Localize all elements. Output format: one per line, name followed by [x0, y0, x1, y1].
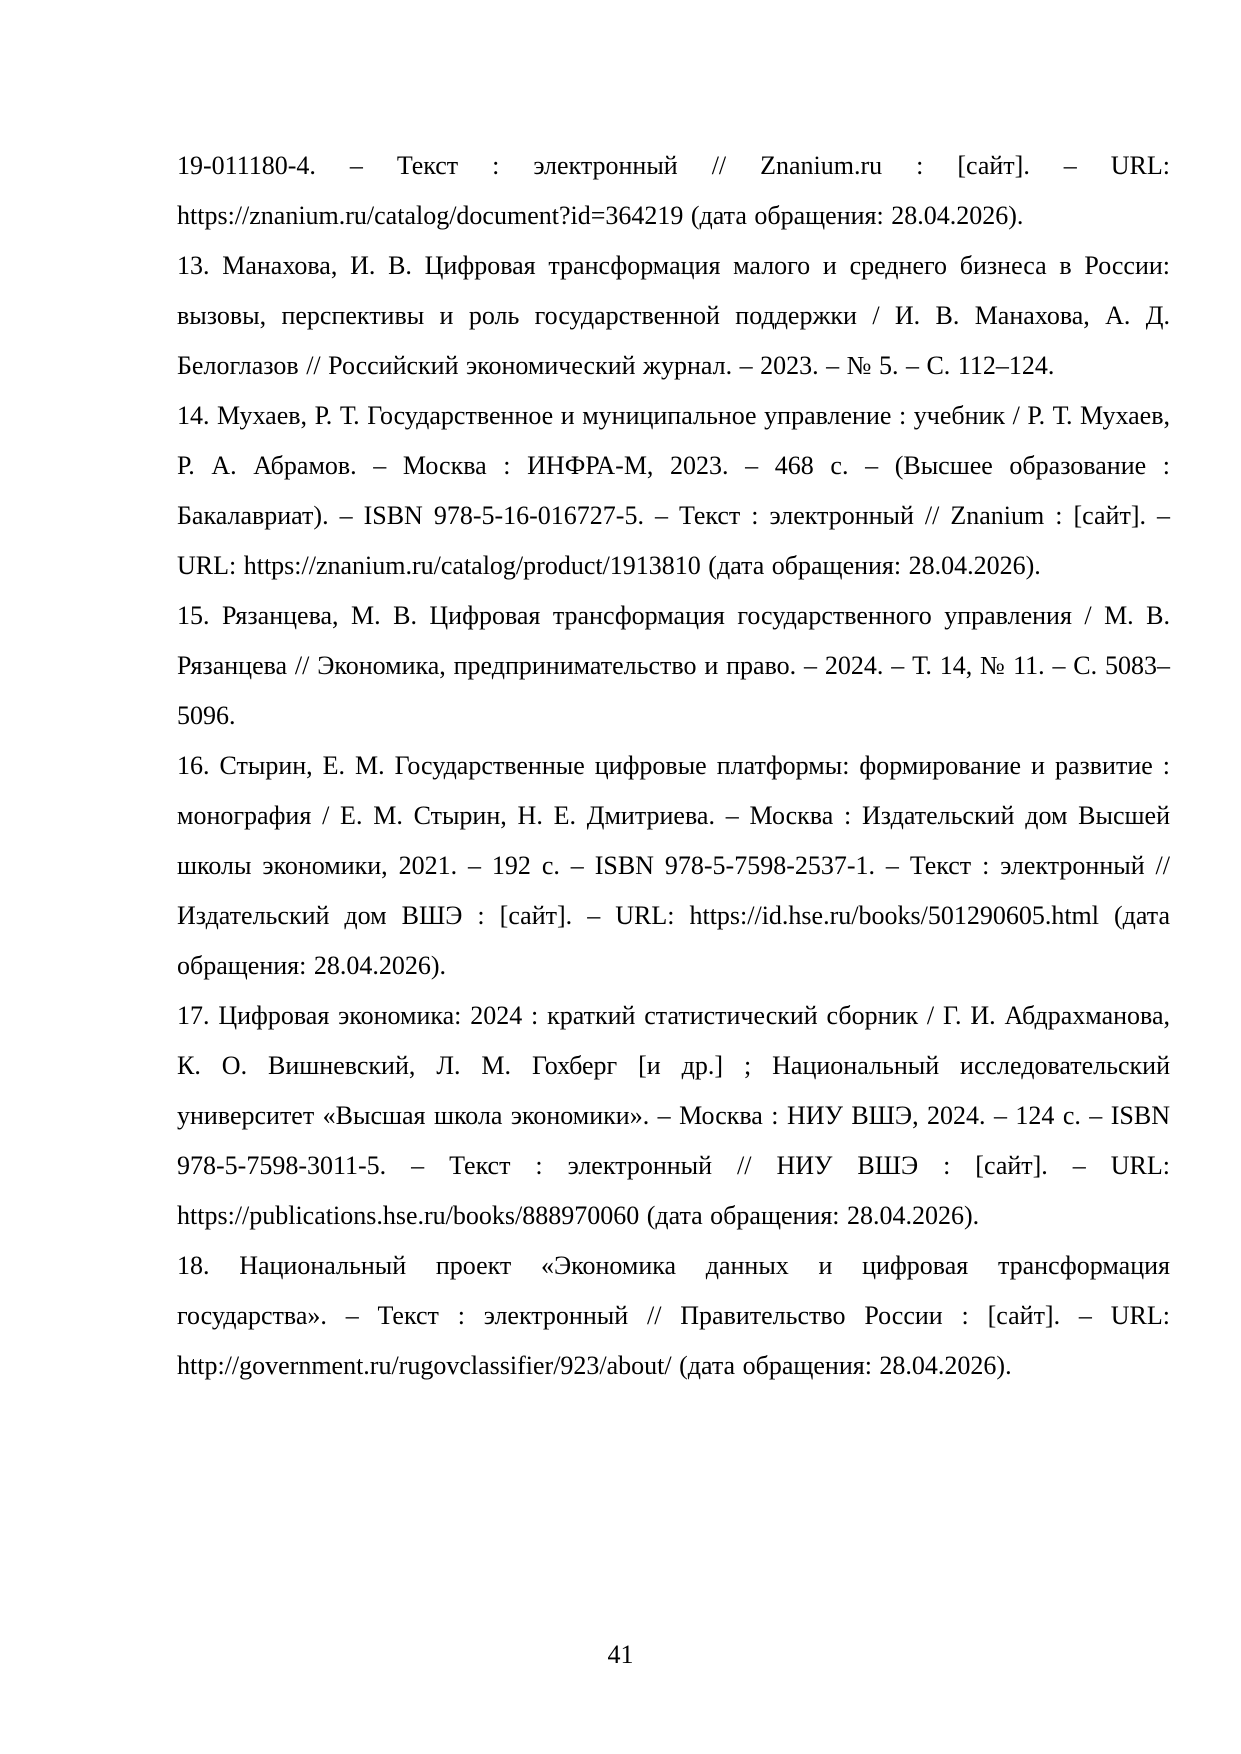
bibliography-list	[177, 141, 1170, 1391]
bibliography-entry-14: 14. Мухаев, Р. Т. Государственное и муниципальное управление : учебник / Р. Т. Мухаев, Р. А. Абрамов. – Москва : ИНФРА-М, 2023. – 468 с. – (Высшее образование : Бакалавриат). – ISBN 978-5-16-016727-5. – Текст : электронный // Znanium : [сайт]. – URL: https://znanium.ru/catalog/product/1913810 (дата обращения: 28.04.2026).	[177, 401, 1170, 580]
bibliography-entry-15: 15. Рязанцева, М. В. Цифровая трансформация государственного управления / М. В. Рязанцева // Экономика, предпринимательство и право. – 2024. – Т. 14, № 11. – С. 5083–5096.	[177, 601, 1170, 730]
bibliography-entry-12-continued: 19-011180-4. – Текст : электронный // Znanium.ru : [сайт]. – URL: https://znanium.ru/catalog/document?id=364219 (дата обращения: 28.04.2026).	[177, 151, 1170, 230]
bibliography-entry-18: 18. Национальный проект «Экономика данных и цифровая трансформация государства». – Текст : электронный // Правительство России : [сайт]. – URL: http://government.ru/rugovclassifier/923/about/ (дата обращения: 28.04.2026).	[177, 1251, 1170, 1380]
bibliography-entry-16: 16. Стырин, Е. М. Государственные цифровые платформы: формирование и развитие : монография / Е. М. Стырин, Н. Е. Дмитриева. – Москва : Издательский дом Высшей школы экономики, 2021. – 192 с. – ISBN 978-5-7598-2537-1. – Текст : электронный // Издательский дом ВШЭ : [сайт]. – URL: https://id.hse.ru/books/501290605.html (дата обращения: 28.04.2026).	[177, 751, 1170, 980]
bibliography-entry-13: 13. Манахова, И. В. Цифровая трансформация малого и среднего бизнеса в России: вызовы, перспективы и роль государственной поддержки / И. В. Манахова, А. Д. Белоглазов // Российский экономический журнал. – 2023. – № 5. – С. 112–124.	[177, 251, 1170, 380]
bibliography-entry-17: 17. Цифровая экономика: 2024 : краткий статистический сборник / Г. И. Абдрахманова, К. О. Вишневский, Л. М. Гохберг [и др.] ; Национальный исследовательский университет «Высшая школа экономики». – Москва : НИУ ВШЭ, 2024. – 124 с. – ISBN 978-5-7598-3011-5. – Текст : электронный // НИУ ВШЭ : [сайт]. – URL: https://publications.hse.ru/books/888970060 (дата обращения: 28.04.2026).	[177, 1001, 1170, 1230]
page-number: 41	[607, 1640, 634, 1669]
